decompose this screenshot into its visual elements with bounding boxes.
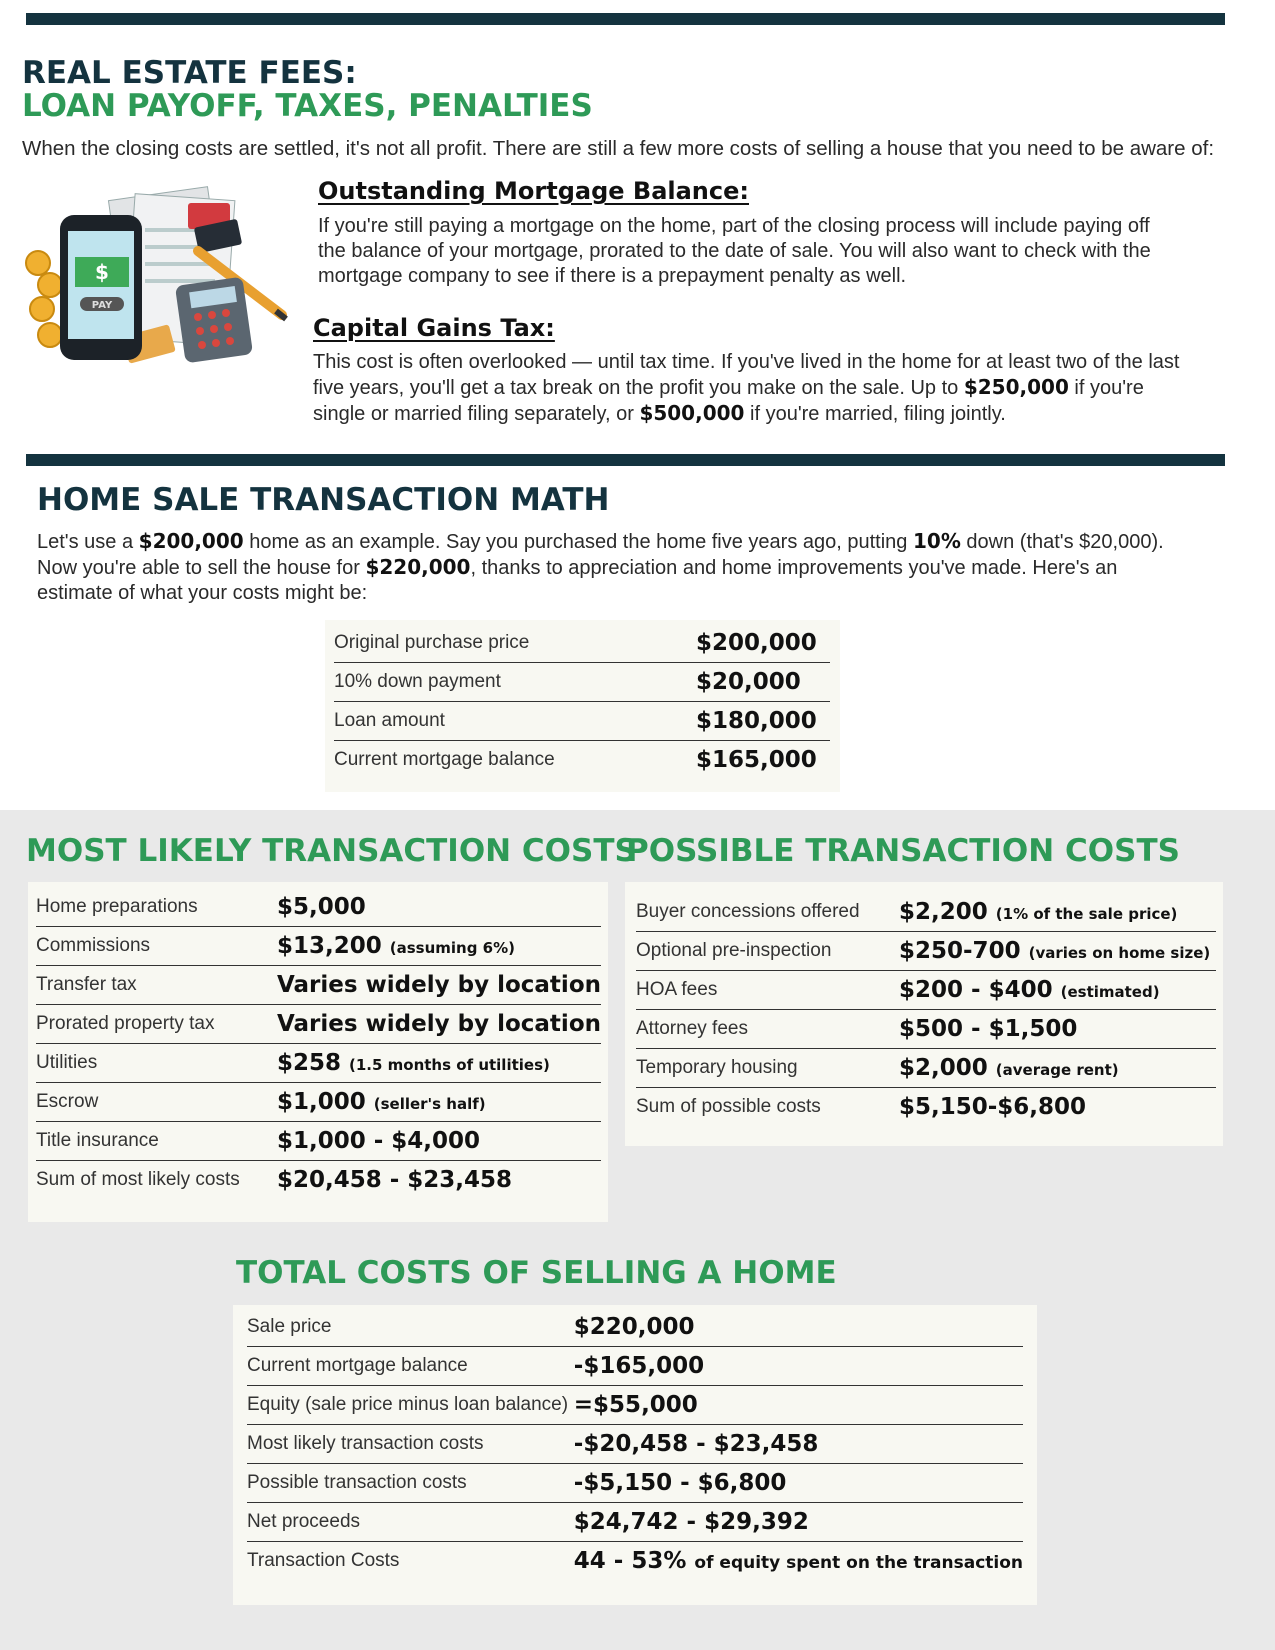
coins-icon (26, 251, 62, 347)
table-row: Loan amount $180,000 (334, 702, 830, 741)
table-row: Attorney fees $500 - $1,500 (636, 1010, 1216, 1049)
table-row: Optional pre-inspection $250-700 (varies on home size) (636, 932, 1216, 971)
table-row: Transfer tax Varies widely by location (36, 966, 601, 1005)
possible-costs-table (636, 893, 1216, 1126)
capital-gains-text: This cost is often overlooked — until tax time. If you've lived in the home for at least two of the last five years, you'll get a tax break on the profit you make on the sale. Up to $250,000 if you're single or married filing separately, or $500,000 if you're married, filing jointly. (313, 351, 1180, 425)
transaction-math-title: HOME SALE TRANSACTION MATH (37, 482, 610, 518)
table-row: Most likely transaction costs -$20,458 - $23,458 (247, 1425, 1023, 1464)
table-row: Possible transaction costs -$5,150 - $6,800 (247, 1464, 1023, 1503)
top-divider (26, 13, 1225, 25)
table-row: Utilities $258 (1.5 months of utilities) (36, 1044, 601, 1083)
table-row: Current mortgage balance $165,000 (334, 747, 817, 773)
table-row: Current mortgage balance -$165,000 (247, 1347, 1023, 1386)
table-row: Buyer concessions offered $2,200 (1% of the sale price) (636, 893, 1216, 932)
transaction-math-text: Let's use a $200,000 home as an example. Say you purchased the home five years ago, putting 10% down (that's $20,000). Now you're able to sell the house for $220,000, thanks to appreciation and home improvements you've made. Here's an estimate of what your costs might be: (37, 529, 1164, 604)
capital-gains-heading: Capital Gains Tax: (313, 314, 555, 342)
likely-costs-title: MOST LIKELY TRANSACTION COSTS (26, 833, 637, 869)
table-row: Title insurance $1,000 - $4,000 (36, 1122, 601, 1161)
total-costs-title: TOTAL COSTS OF SELLING A HOME (236, 1255, 837, 1291)
table-row: Escrow $1,000 (seller's half) (36, 1083, 601, 1122)
table-row: Transaction Costs 44 - 53% of equity spent on the transaction (247, 1548, 1023, 1574)
table-row: Home preparations $5,000 (36, 888, 601, 927)
table-row: Net proceeds $24,742 - $29,392 (247, 1503, 1023, 1542)
table-row: Original purchase price $200,000 (334, 624, 830, 663)
finance-illustration (20, 185, 295, 380)
middle-divider (26, 454, 1225, 466)
table-row: HOA fees $200 - $400 (estimated) (636, 971, 1216, 1010)
phone-icon (60, 215, 142, 360)
possible-costs-title: POSSIBLE TRANSACTION COSTS (626, 833, 1180, 869)
mortgage-text: If you're still paying a mortgage on the home, part of the closing process will include paying off the balance of your mortgage, prorated to the date of sale. You will also want to check with the mortgage company to see if there is a prepayment penalty as well. (318, 215, 1151, 287)
mortgage-heading: Outstanding Mortgage Balance: (318, 177, 749, 205)
section-subtitle: LOAN PAYOFF, TAXES, PENALTIES (22, 88, 593, 124)
table-row: Sum of most likely costs $20,458 - $23,458 (36, 1167, 513, 1193)
section-title: REAL ESTATE FEES: (22, 55, 357, 91)
svg-text:PAY: PAY (91, 300, 113, 311)
table-row: Prorated property tax Varies widely by location (36, 1005, 601, 1044)
table-row: Sum of possible costs $5,150-$6,800 (636, 1094, 1087, 1120)
table-row: Temporary housing $2,000 (average rent) (636, 1049, 1216, 1088)
table-row: 10% down payment $20,000 (334, 663, 830, 702)
table-row: Sale price $220,000 (247, 1308, 1023, 1347)
intro-text: When the closing costs are settled, it's not all profit. There are still a few more costs of selling a house that you need to be aware of: (22, 137, 1215, 160)
table-row: Commissions $13,200 (assuming 6%) (36, 927, 601, 966)
svg-text:$: $ (95, 260, 109, 284)
calculator-icon (175, 277, 253, 364)
likely-costs-table (36, 888, 601, 1199)
table-row: Equity (sale price minus loan balance) =$55,000 (247, 1386, 1023, 1425)
total-costs-table (247, 1308, 1023, 1580)
example-table (334, 624, 830, 779)
